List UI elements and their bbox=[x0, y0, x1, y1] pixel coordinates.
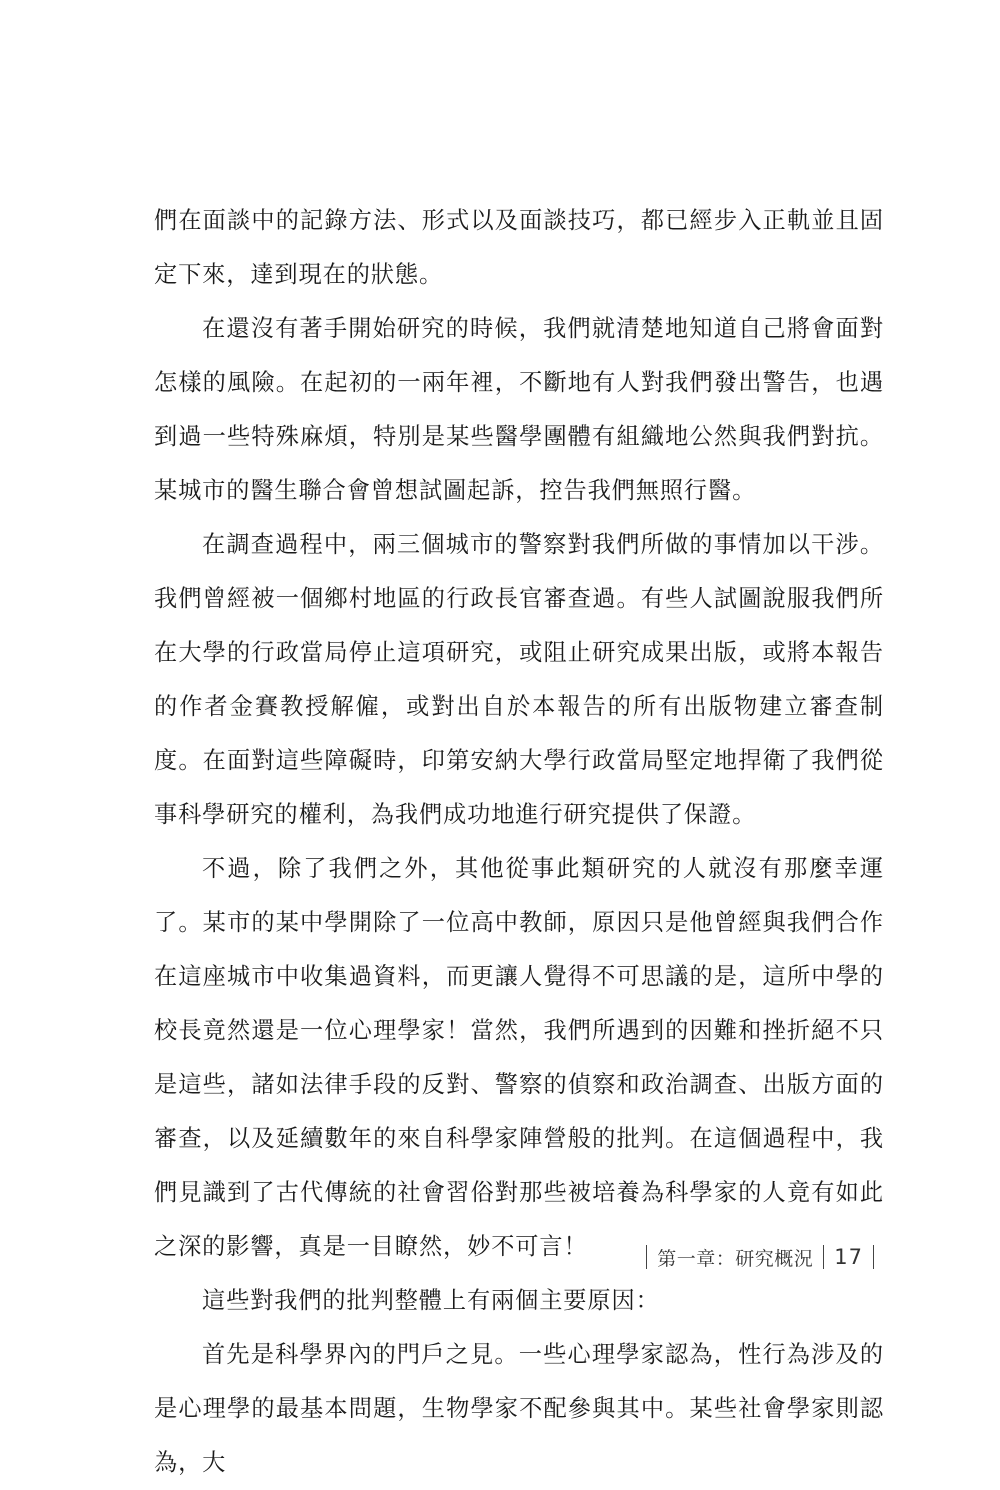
footer-divider-right bbox=[873, 1245, 874, 1269]
running-footer bbox=[636, 1237, 884, 1277]
paragraph-continued: 們在面談中的記錄方法、形式以及面談技巧，都已經步入正軌並且固定下來，達到現在的狀態。 bbox=[154, 207, 884, 288]
footer-divider-middle bbox=[823, 1245, 824, 1269]
paragraph-others: 不過，除了我們之外，其他從事此類研究的人就沒有那麼幸運了。某市的某中學開除了一位高中教師，原因只是他曾經與我們合作在這座城市中收集過資料，而更讓人覺得不可思議的是，這所中學的校長竟然還是一位心理學家！當然，我們所遇到的因難和挫折絕不只是這些，諸如法律手段的反對、警察的偵察和政治調查、出版方面的審查，以及延續數年的來自科學家陣營般的批判。在這個過程中，我們見識到了古代傳統的社會習俗對那些被培養為科學家的人竟有如此之深的影響，真是一目瞭然，妙不可言！ bbox=[154, 855, 884, 1260]
paragraph-first-reason: 首先是科學界內的門戶之見。一些心理學家認為，性行為涉及的是心理學的最基本問題，生物學家不配參與其中。某些社會學家則認為，大 bbox=[154, 1341, 884, 1476]
footer-chapter-title: 第一章：研究概況 bbox=[657, 1247, 814, 1270]
page-number: 17 bbox=[834, 1245, 863, 1269]
paragraph-criticism-intro: 這些對我們的批判整體上有兩個主要原因： bbox=[202, 1287, 660, 1314]
paragraph-interference: 在調查過程中，兩三個城市的警察對我們所做的事情加以干涉。我們曾經被一個鄉村地區的行政長官審查過。有些人試圖說服我們所在大學的行政當局停止這項研究，或阻止研究成果出版，或將本報告的作者金賽教授解僱，或對出自於本報告的所有出版物建立審查制度。在面對這些障礙時，印第安納大學行政當局堅定地捍衛了我們從事科學研究的權利，為我們成功地進行研究提供了保證。 bbox=[154, 531, 884, 828]
body-text bbox=[154, 194, 884, 1490]
paragraph-risks: 在還沒有著手開始研究的時候，我們就清楚地知道自己將會面對怎樣的風險。在起初的一兩年裡，不斷地有人對我們發出警告，也遇到過一些特殊麻煩，特別是某些醫學團體有組織地公然與我們對抗。某城市的醫生聯合會曾想試圖起訴，控告我們無照行醫。 bbox=[154, 315, 884, 504]
footer-divider-left bbox=[646, 1245, 647, 1269]
